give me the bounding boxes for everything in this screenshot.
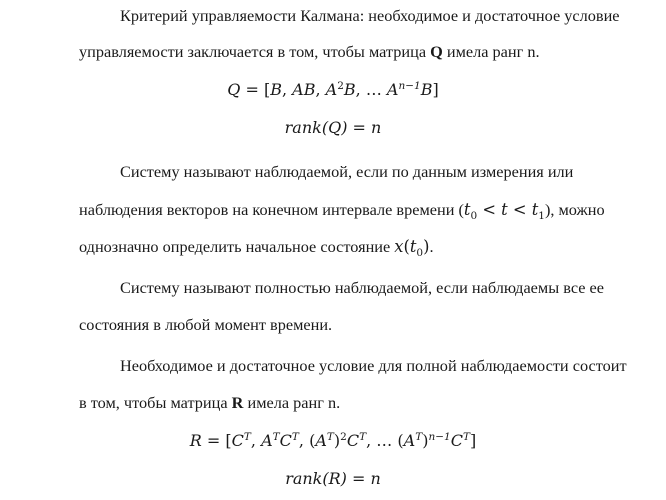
formula-q-matrix: Q = [B, AB, $A^2B$, … $A^{n-1}B$]	[227, 79, 439, 99]
formula-rank-r: rank(R) = n	[285, 469, 381, 488]
matrix-r-bold: R	[231, 393, 244, 412]
formula-r-matrix: $R = [C^T$, $A^TC^T$, $(A^T)^2C^T$, … $(A^T)^{n-1}C^T$]	[189, 430, 477, 450]
document-page: Критерий управляемости Калмана: необходимое и достаточное условие управляемости заключается в том, чтобы матрица Q имела ранг n. Q = [B, AB, $A^2B$, … $A^{n-1}B$] rank(Q) = n Систему называют наблюдаемой, если по данным измерения или наблюдения векторов на конечном интервале времени $(t_0 < t < t_1)$, можно однозначно определить начальное состояние $x(t_0)$. Систему называют полностью наблюдаемой, если наблюдаемы все ее состояния в любой момент времени. Необходимое и достаточное условие для полной наблюдаемости состоит в том, чтобы матрица R имела ранг n. $R = [C^T$, $A^TC^T$, $(A^T)^2C^T$, … $(A^T)^{n-1}C^T$] rank(R) = n	[0, 0, 666, 500]
matrix-q-bold: Q	[430, 42, 443, 61]
formula-rank-q: rank(Q) = n	[284, 118, 382, 137]
